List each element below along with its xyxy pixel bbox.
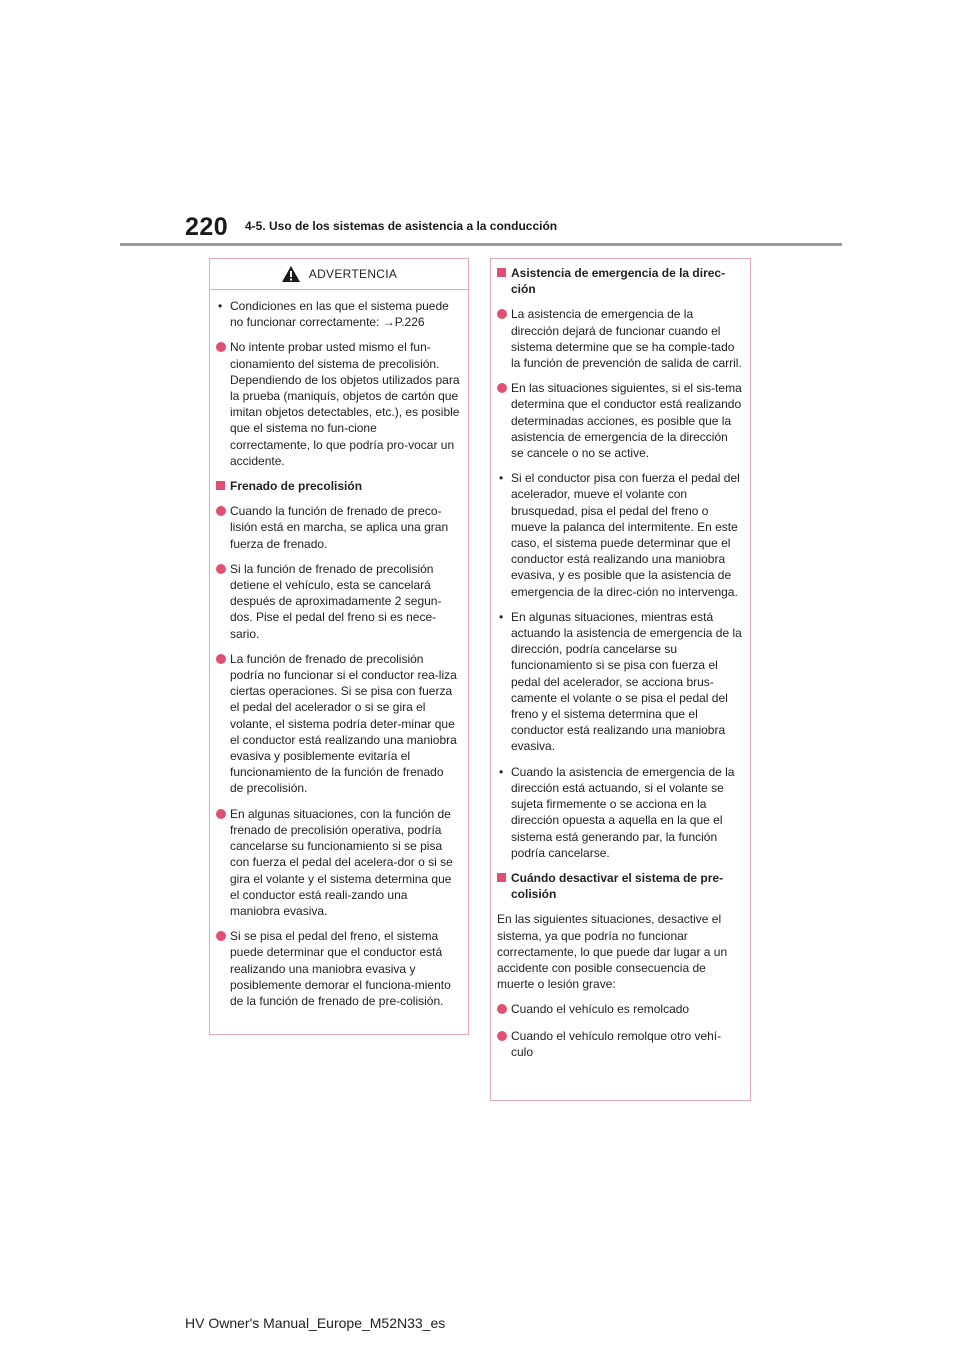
info-subheading — [497, 265, 742, 297]
info-item-text: Cuando el vehículo remolque otro vehí-culo — [511, 1028, 722, 1059]
info-item — [497, 470, 742, 600]
info-item — [497, 1001, 742, 1018]
info-item — [497, 609, 742, 755]
bullet-circle-icon — [497, 306, 511, 371]
warning-item — [216, 339, 460, 469]
info-item — [497, 1028, 742, 1060]
bullet-circle-icon — [216, 806, 230, 919]
warning-item — [216, 806, 460, 919]
bullet-circle-icon — [216, 651, 230, 797]
bullet-circle-icon — [497, 380, 511, 461]
info-item-text: En las situaciones siguientes, si el sis-tema determina que el conductor está realizando determinadas acciones, es posible que la asistencia de emergencia de la dirección se cancele o no se active. — [511, 381, 742, 461]
warning-item-text: Cuando la función de frenado de preco-lisión está en marcha, se aplica una gran fuerza de frenado. — [230, 504, 449, 551]
bullet-dot-icon: • — [499, 609, 504, 624]
warning-subheading — [216, 478, 460, 494]
bullet-dot-icon: • — [499, 471, 504, 486]
section-title: 4-5. Uso de los sistemas de asistencia a la conducción — [245, 219, 558, 233]
info-item — [497, 306, 742, 371]
page-number: 220 — [185, 213, 229, 241]
bullet-circle-icon — [216, 339, 230, 469]
subheading-text: Frenado de precolisión — [230, 479, 363, 494]
warning-item — [216, 928, 460, 1009]
warning-item — [216, 298, 460, 330]
warning-item-text: Si la función de frenado de precolisión detiene el vehículo, esta se cancelará después de aproximadamente 2 segun-dos. Pise el pedal del freno si es nece-sario. — [230, 561, 442, 641]
bullet-circle-icon — [216, 928, 230, 1009]
warning-triangle-icon — [281, 265, 301, 283]
footer-manual-id: HV Owner's Manual_Europe_M52N33_es — [185, 1315, 446, 1331]
info-item — [497, 764, 742, 861]
header-divider — [120, 243, 842, 246]
bullet-square-icon — [497, 265, 511, 297]
bullet-square-icon — [497, 870, 511, 902]
warning-title: ADVERTENCIA — [308, 267, 398, 281]
warning-item — [216, 561, 460, 642]
subheading-text: Cuándo desactivar el sistema de pre-colisión — [511, 870, 724, 902]
info-paragraph: En las siguientes situaciones, desactive el sistema, ya que podría no funcionar correctamente, lo que puede dar lugar a un accidente con posible consecuencia de muerte o lesión grave: — [497, 912, 728, 992]
info-subheading — [497, 870, 742, 902]
warning-item-text: La función de frenado de precolisión podría no funcionar si el conductor rea-liza ciertas operaciones. Si se pisa con fuerza el pedal del acelerador o si se gira el volante, el sistema podría deter-minar que el conductor está realizando una maniobra evasiva y posiblemente evitaría el funcionamiento de la función de frenado de precolisión. — [230, 651, 457, 796]
warning-item-text: Condiciones en las que el sistema puede no funcionar correctamente: →P.226 — [230, 299, 449, 330]
bullet-circle-icon — [216, 561, 230, 642]
warning-item — [216, 651, 460, 797]
bullet-circle-icon — [497, 1028, 511, 1060]
info-item — [497, 380, 742, 461]
bullet-square-icon — [216, 478, 230, 494]
info-item-text: Si el conductor pisa con fuerza el pedal del acelerador, mueve el volante con brusquedad, pisa el pedal del freno o mueve la palanca del intermitente. En este caso, el sistema puede determinar que el conductor está realizando una maniobra evasiva, y es posible que la asistencia de emergencia de la direc-ción no intervenga. — [511, 471, 740, 599]
info-item-text: En algunas situaciones, mientras está actuando la asistencia de emergencia de la dirección, podría cancelarse su funcionamiento si se pisa con fuerza el pedal del acelerador, se acciona brus-camente el volante o se pisa el pedal del freno y el sistema determina que el conductor está realizando una maniobra evasiva. — [511, 609, 742, 754]
info-item-text: Cuando la asistencia de emergencia de la dirección está actuando, si el volante se sujeta firmemente o se acciona en la dirección opuesta a aquella en la que el sistema está generando par, la función podría cancelarse. — [511, 764, 735, 860]
info-item-text: La asistencia de emergencia de la dirección dejará de funcionar cuando el sistema determine que se ha comple-tado la función de prevención de salida de carril. — [511, 307, 742, 371]
warning-item — [216, 503, 460, 552]
warning-header — [210, 259, 468, 290]
bullet-circle-icon — [497, 1001, 511, 1018]
bullet-circle-icon — [216, 503, 230, 552]
warning-content — [210, 290, 468, 1009]
warning-item-text: En algunas situaciones, con la función de frenado de precolisión operativa, podría cancelarse su funcionamiento si se pisa con fuerza el pedal del acelera-dor o si se gira el volante y el sistema determina que el conductor está reali-zando una maniobra evasiva. — [230, 806, 453, 918]
warning-box — [209, 258, 469, 1035]
bullet-dot-icon: • — [499, 764, 504, 779]
bullet-dot-icon: • — [218, 299, 223, 313]
info-box — [490, 258, 751, 1101]
subheading-text: Asistencia de emergencia de la direc-ción — [511, 266, 726, 297]
warning-item-text: Si se pisa el pedal del freno, el sistema puede determinar que el conductor está realizando una maniobra evasiva y posiblemente demorar el funciona-miento de la función de frenado de pre-colisión. — [230, 929, 451, 1008]
warning-item-text: No intente probar usted mismo el fun-cionamiento del sistema de precolisión. Dependiendo de los objetos utilizados para la prueba (maniquís, objetos de cartón que imitan objetos detectables, etc.), es posible que el sistema no fun-cione correctamente, lo que podría pro-vocar un accidente. — [230, 340, 460, 468]
info-item-text: Cuando el vehículo es remolcado — [511, 1002, 690, 1017]
